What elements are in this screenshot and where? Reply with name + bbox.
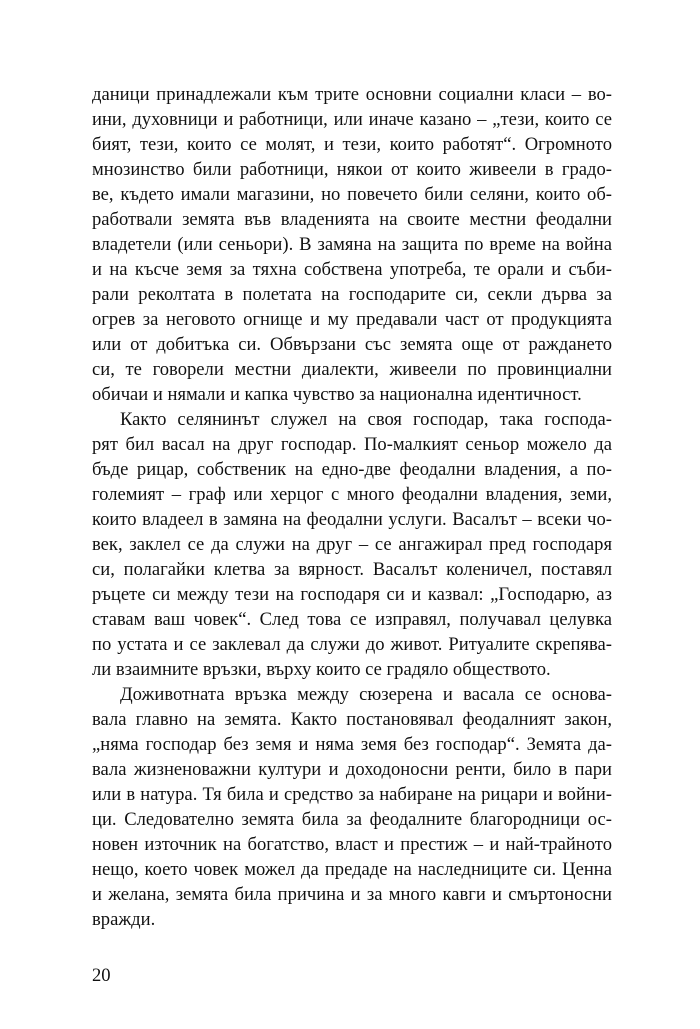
text-line: нещо, което човек можел да предаде на наследниците си. Ценна bbox=[92, 859, 612, 880]
text-line: си, те говорели местни диалекти, живеели по провинциални bbox=[92, 359, 612, 380]
text-line: работвали земята във владенията на своите местни феодални bbox=[92, 209, 612, 230]
paragraph bbox=[92, 82, 612, 407]
text-line: или в натура. Тя била и средство за набиране на рицари и войни- bbox=[92, 784, 612, 805]
text-line: си, полагайки клетва за вярност. Васалът коленичел, поставял bbox=[92, 559, 612, 580]
page-number: 20 bbox=[92, 965, 111, 986]
text-line: ци. Следователно земята била за феодалните благородници ос- bbox=[92, 809, 612, 830]
text-line: големият – граф или херцог с много феодални владения, земи, bbox=[92, 484, 612, 505]
text-line: ставам ваш човек“. След това се изправял, получавал целувка bbox=[92, 609, 612, 630]
text-line: „няма господар без земя и няма земя без господар“. Земята да- bbox=[92, 734, 612, 755]
text-line: вражди. bbox=[92, 909, 156, 930]
text-line: ини, духовници и работници, или иначе казано – „тези, които се bbox=[92, 109, 612, 130]
text-line: даници принадлежали към трите основни социални класи – во- bbox=[92, 84, 612, 105]
text-line: бъде рицар, собственик на едно-две феодални владения, а по- bbox=[92, 459, 612, 480]
text-line: век, заклел се да служи на друг – се ангажирал пред господаря bbox=[92, 534, 612, 555]
text-line: бият, тези, които се молят, и тези, които работят“. Огромното bbox=[92, 134, 612, 155]
text-line: обичаи и нямали и капка чувство за национална идентичност. bbox=[92, 384, 582, 405]
text-line: или от добитъка си. Обвързани със земята още от раждането bbox=[92, 334, 612, 355]
text-line: новен източник на богатство, власт и престиж – и най-трайното bbox=[92, 834, 612, 855]
body-text bbox=[92, 82, 612, 932]
paragraph bbox=[92, 682, 612, 932]
text-line: ве, където имали магазини, но повечето били селяни, които об- bbox=[92, 184, 612, 205]
text-line: Както селянинът служел на своя господар, така господа- bbox=[120, 409, 612, 430]
text-line: вала жизненоважни култури и доходоносни ренти, било в пари bbox=[92, 759, 612, 780]
text-line: мнозинство били работници, някои от които живеели в градо- bbox=[92, 159, 612, 180]
text-line: които владеел в замяна на феодални услуги. Васалът – всеки чо- bbox=[92, 509, 612, 530]
text-line: и желана, земята била причина и за много кавги и смъртоносни bbox=[92, 884, 612, 905]
text-line: рали реколтата в полетата на господарите си, секли дърва за bbox=[92, 284, 612, 305]
text-line: ли взаимните връзки, върху които се градяло обществото. bbox=[92, 659, 551, 680]
text-line: вала главно на земята. Както постановявал феодалният закон, bbox=[92, 709, 612, 730]
text-line: и на късче земя за тяхна собствена употреба, те орали и съби- bbox=[92, 259, 612, 280]
text-line: по устата и се заклевал да служи до живот. Ритуалите скрепява- bbox=[92, 634, 612, 655]
text-line: Доживотната връзка между сюзерена и васала се основа- bbox=[120, 684, 612, 705]
paragraph bbox=[92, 407, 612, 682]
text-line: рят бил васал на друг господар. По-малкият сеньор можело да bbox=[92, 434, 612, 455]
text-line: огрев за неговото огнище и му предавали част от продукцията bbox=[92, 309, 612, 330]
text-line: ръцете си между тези на господаря си и казвал: „Господарю, аз bbox=[92, 584, 612, 605]
text-line: владетели (или сеньори). В замяна на защита по време на война bbox=[92, 234, 612, 255]
